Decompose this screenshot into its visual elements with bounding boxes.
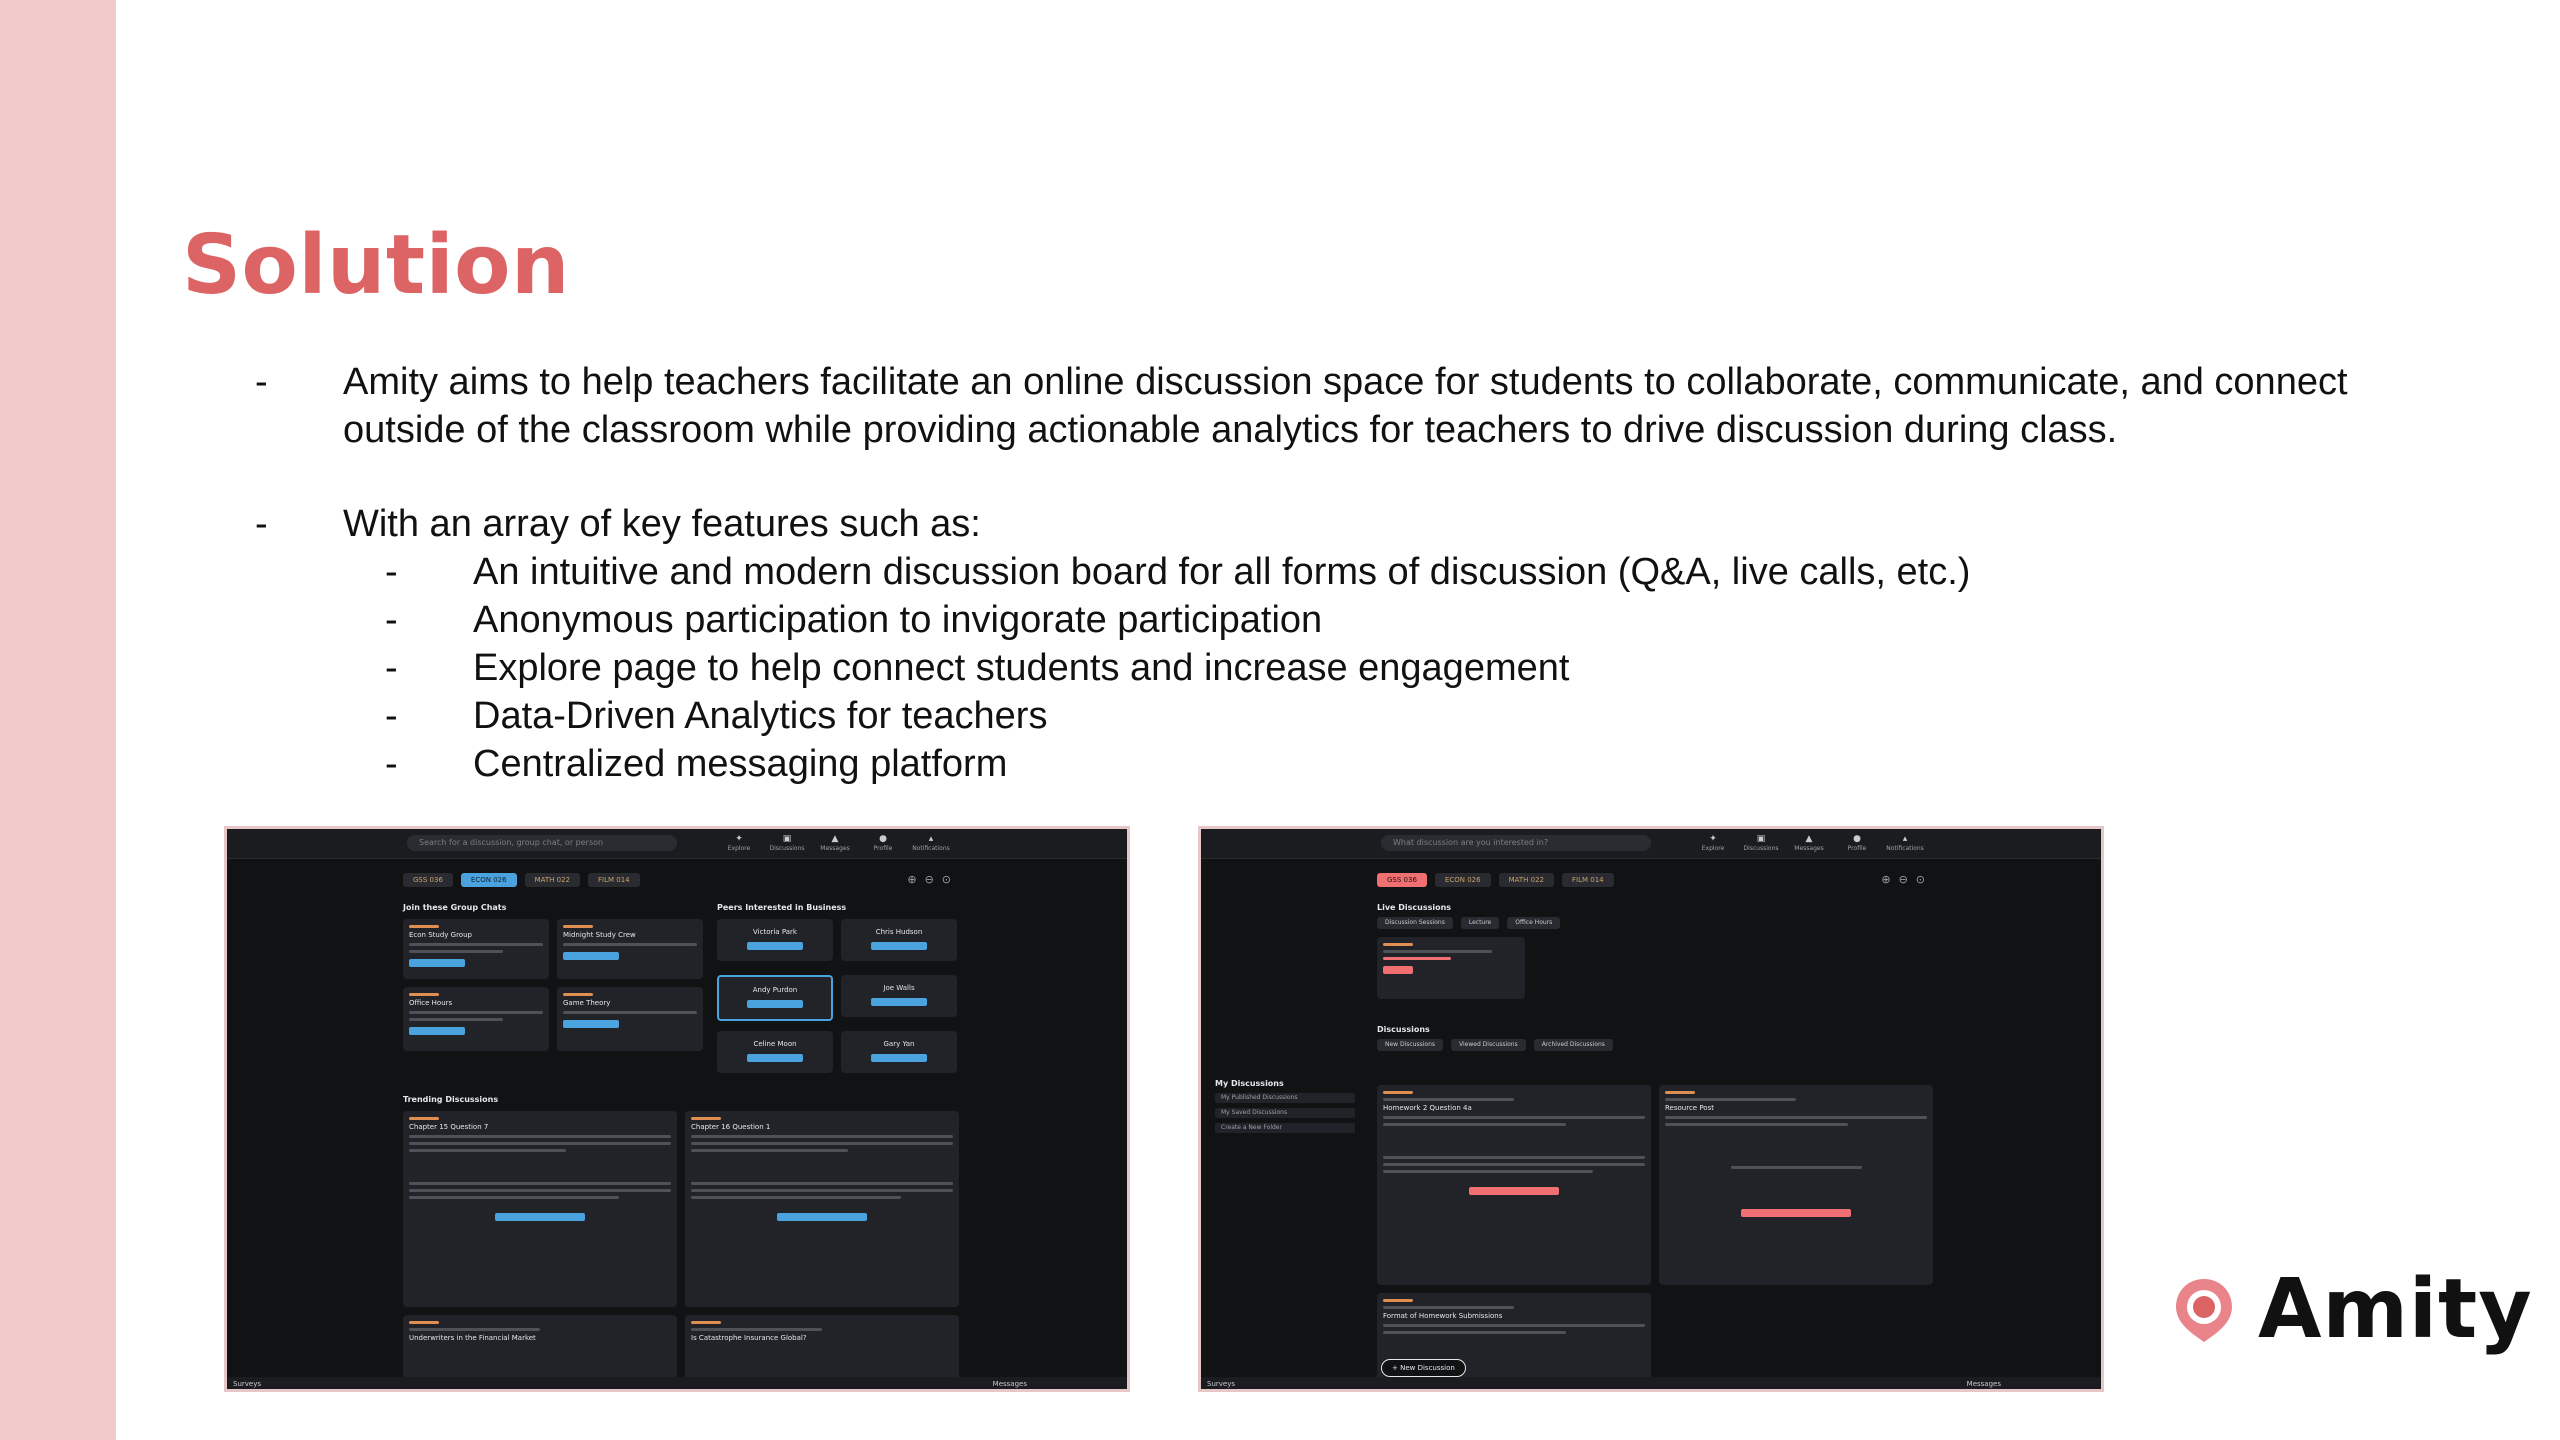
section-title: Peers Interested in Business	[717, 903, 847, 912]
bullet-text: With an array of key features such as:	[343, 503, 981, 545]
peer-card: Joe Walls	[841, 975, 957, 1017]
section-title: Live Discussions	[1377, 903, 1452, 912]
discussion-card: Homework 2 Question 4a	[1377, 1085, 1651, 1285]
bullet-item	[255, 358, 2435, 454]
nav-messages: ▲ Messages	[815, 833, 855, 853]
live-filter-row	[1377, 917, 1560, 929]
filter-pill: New Discussions	[1377, 1039, 1443, 1051]
discussions-page-screenshot	[1198, 826, 2104, 1392]
nav-messages: ▲ Messages	[1789, 833, 1829, 853]
section-title: Discussions	[1377, 1025, 1430, 1034]
panel-row: My Published Discussions	[1215, 1093, 1355, 1103]
zoom-icon: ⊙	[941, 873, 951, 886]
discussion-card: Is Catastrophe Insurance Global?	[685, 1315, 959, 1381]
message-icon: ▲	[1805, 834, 1813, 844]
tab-course: MATH 022	[525, 873, 580, 887]
tab-course: MATH 022	[1499, 873, 1554, 887]
compass-icon: ✦	[735, 834, 743, 844]
search-input: Search for a discussion, group chat, or person	[407, 835, 677, 851]
location-pin-icon	[2172, 1276, 2236, 1344]
nav-discussions: ▣ Discussions	[1741, 833, 1781, 853]
filter-pill: Discussion Sessions	[1377, 917, 1453, 929]
explore-page-screenshot	[224, 826, 1130, 1392]
tab-course: FILM 014	[588, 873, 640, 887]
sub-bullet-text: Centralized messaging platform	[473, 743, 1008, 785]
nav-notifications: ▴ Notifications	[1886, 834, 1924, 852]
zoom-icon: ⊕	[907, 873, 917, 886]
nav-explore: ✦ Explore	[1693, 833, 1733, 853]
bullet-dash: -	[385, 599, 398, 641]
nav-discussions: ▣ Discussions	[767, 833, 807, 853]
discussion-card: Underwriters in the Financial Market	[403, 1315, 677, 1381]
app-topbar	[1201, 829, 2101, 859]
discussion-card: Resource Post	[1659, 1085, 1933, 1285]
zoom-icon: ⊕	[1881, 873, 1891, 886]
peer-card: Gary Yan	[841, 1031, 957, 1073]
surveys-link: Surveys	[1207, 1380, 1235, 1388]
amity-logo	[2172, 1262, 2533, 1357]
discussion-card: Format of Homework Submissions	[1377, 1293, 1651, 1383]
live-session-card	[1377, 937, 1525, 999]
sub-bullet-text: Anonymous participation to invigorate participation	[473, 599, 1323, 641]
bullet-item	[255, 500, 2435, 548]
peer-card: Victoria Park	[717, 919, 833, 961]
tab-course: GSS 036	[403, 873, 453, 887]
discussion-filter-row	[1377, 1039, 1613, 1051]
zoom-icon: ⊖	[924, 873, 934, 886]
group-card: Midnight Study Crew	[557, 919, 703, 979]
messages-link: Messages	[992, 1380, 1027, 1388]
surveys-link: Surveys	[233, 1380, 261, 1388]
tab-course: FILM 014	[1562, 873, 1614, 887]
sub-bullet-item	[255, 692, 2435, 740]
bullet-dash: -	[385, 743, 398, 785]
nav-explore: ✦ Explore	[719, 833, 759, 853]
sub-bullet-text: Data-Driven Analytics for teachers	[473, 695, 1048, 737]
tab-course: GSS 036	[1377, 873, 1427, 887]
discussion-card: Chapter 15 Question 7	[403, 1111, 677, 1307]
sub-bullet-text: An intuitive and modern discussion board for all forms of discussion (Q&A, live calls, etc.)	[473, 551, 1971, 593]
chat-icon: ▣	[782, 834, 792, 844]
messages-link: Messages	[1966, 1380, 2001, 1388]
bell-icon: ▴	[928, 834, 934, 844]
nav-notifications: ▴ Notifications	[912, 834, 950, 852]
zoom-controls	[1881, 873, 1925, 886]
filter-pill: Office Hours	[1507, 917, 1560, 929]
app-bottombar	[227, 1377, 1127, 1389]
bullet-dash: -	[385, 695, 398, 737]
zoom-controls	[907, 873, 951, 886]
sub-bullet-text: Explore page to help connect students and increase engagement	[473, 647, 1570, 689]
brand-name: Amity	[2258, 1262, 2533, 1357]
sub-bullet-item	[255, 548, 2435, 596]
zoom-icon: ⊙	[1915, 873, 1925, 886]
bullet-text: Amity aims to help teachers facilitate an online discussion space for students to collaborate, communicate, and connect outside of the classroom while providing actionable analytics for teachers to drive discussion during class.	[343, 361, 2348, 451]
group-card: Econ Study Group	[403, 919, 549, 979]
filter-pill: Lecture	[1461, 917, 1499, 929]
my-discussions-panel	[1215, 1079, 1355, 1133]
search-input: What discussion are you interested in?	[1381, 835, 1651, 851]
app-bottombar	[1201, 1377, 2101, 1389]
nav-profile: ● Profile	[1837, 833, 1877, 853]
bullet-dash: -	[385, 647, 398, 689]
course-tabs	[1377, 873, 1614, 887]
sub-bullet-item	[255, 596, 2435, 644]
section-title: Trending Discussions	[403, 1095, 499, 1104]
bullet-dash: -	[255, 503, 268, 545]
peer-card: Celine Moon	[717, 1031, 833, 1073]
section-title: Join these Group Chats	[403, 903, 507, 912]
panel-title: My Discussions	[1215, 1079, 1284, 1088]
discussion-card: Chapter 16 Question 1	[685, 1111, 959, 1307]
new-discussion-button: + New Discussion	[1381, 1359, 1466, 1377]
sub-bullet-item	[255, 740, 2435, 788]
compass-icon: ✦	[1709, 834, 1717, 844]
filter-pill: Viewed Discussions	[1451, 1039, 1526, 1051]
tab-course: ECON 026	[1435, 873, 1491, 887]
slide-title: Solution	[182, 218, 570, 313]
tab-course: ECON 026	[461, 873, 517, 887]
peer-card: Andy Purdon	[717, 975, 833, 1021]
bullet-dash: -	[255, 361, 268, 403]
bullet-dash: -	[385, 551, 398, 593]
nav-bar	[1693, 833, 1925, 853]
bullet-list	[255, 358, 2435, 788]
side-accent-band	[0, 0, 116, 1440]
panel-row: Create a New Folder	[1215, 1123, 1355, 1133]
person-icon: ●	[1853, 834, 1861, 844]
course-tabs	[403, 873, 640, 887]
person-icon: ●	[879, 834, 887, 844]
app-topbar	[227, 829, 1127, 859]
message-icon: ▲	[831, 834, 839, 844]
chat-icon: ▣	[1756, 834, 1766, 844]
peer-card: Chris Hudson	[841, 919, 957, 961]
sub-bullet-item	[255, 644, 2435, 692]
bell-icon: ▴	[1902, 834, 1908, 844]
panel-row: My Saved Discussions	[1215, 1108, 1355, 1118]
zoom-icon: ⊖	[1898, 873, 1908, 886]
nav-bar	[719, 833, 951, 853]
nav-profile: ● Profile	[863, 833, 903, 853]
filter-pill: Archived Discussions	[1534, 1039, 1613, 1051]
group-card: Office Hours	[403, 987, 549, 1051]
group-card: Game Theory	[557, 987, 703, 1051]
